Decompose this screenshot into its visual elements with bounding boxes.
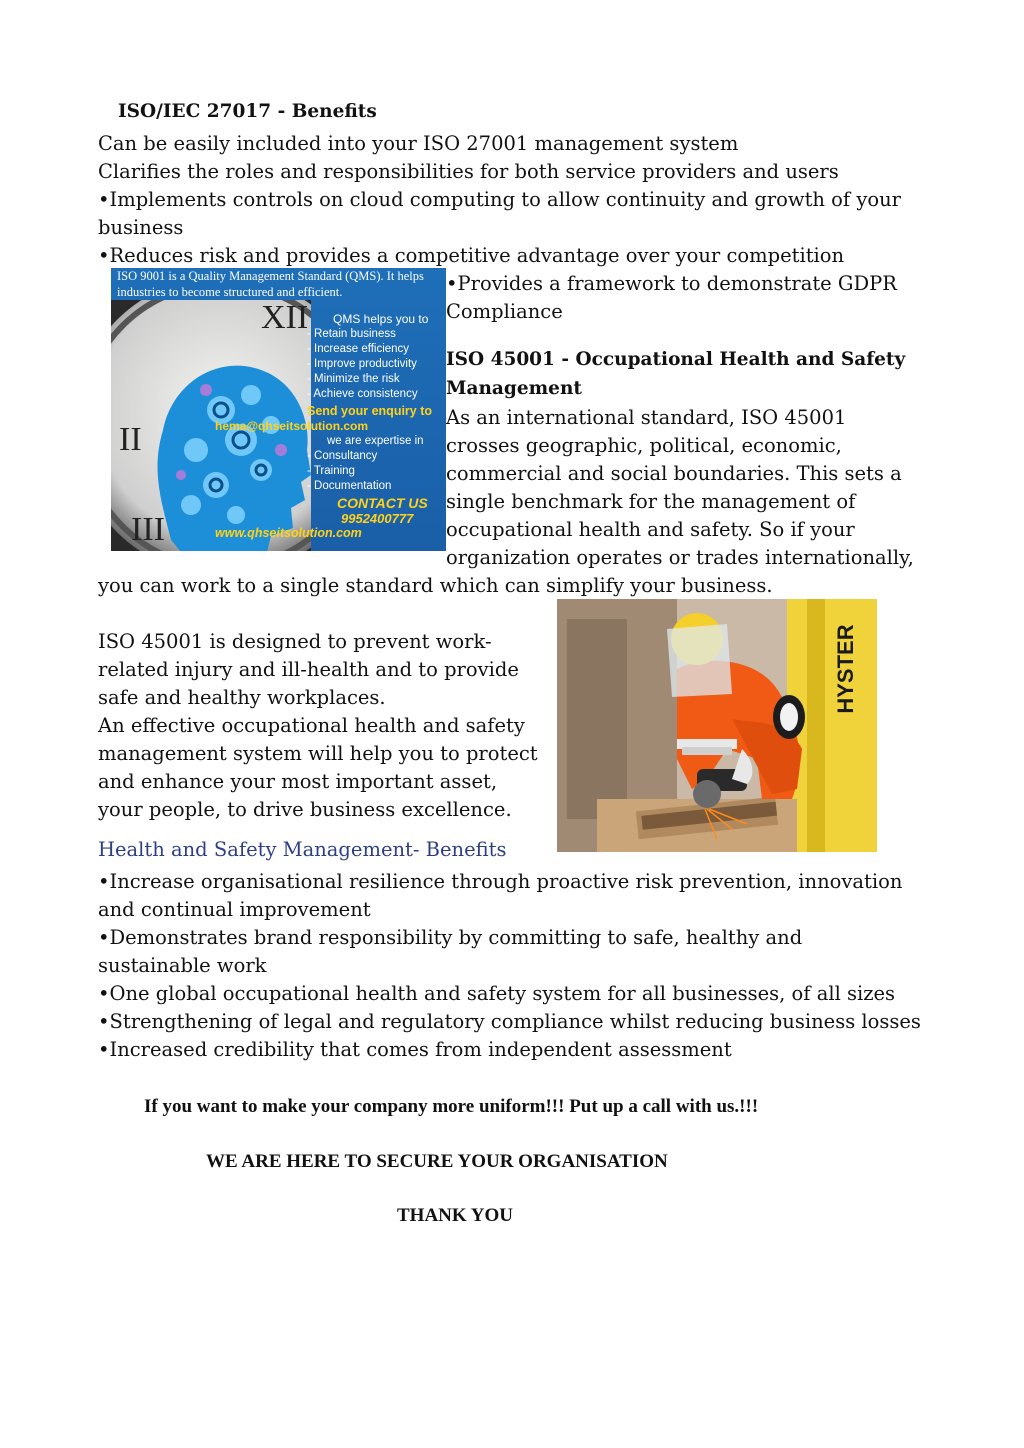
iso45001-intro-line: As an international standard, ISO 45001 xyxy=(446,406,847,429)
poster-expertise-item: - Documentation xyxy=(307,480,392,492)
gdpr-line-2: Compliance xyxy=(446,300,563,323)
poster-email: hema@qhseitsolution.com xyxy=(215,419,369,433)
poster-helps-item: - Minimize the risk xyxy=(307,373,400,385)
hs-benefit-line: sustainable work xyxy=(98,954,267,977)
iso27017-line-1: Can be easily included into your ISO 27001 management system xyxy=(98,132,739,155)
hs-benefit-line: •Increased credibility that comes from independent assessment xyxy=(98,1038,732,1061)
hs-benefit-line: •Strengthening of legal and regulatory compliance whilst reducing business losses xyxy=(98,1010,921,1033)
iso27017-line-2: Clarifies the roles and responsibilities for both service providers and users xyxy=(98,160,839,183)
secure-statement: WE ARE HERE TO SECURE YOUR ORGANISATION xyxy=(206,1151,668,1172)
hs-benefit-line: •Demonstrates brand responsibility by committing to safe, healthy and xyxy=(98,926,803,949)
thank-you: THANK YOU xyxy=(397,1205,513,1226)
poster-intro-line-1: ISO 9001 is a Quality Management Standard (QMS). It helps xyxy=(117,269,424,283)
iso45001-intro-line: single benchmark for the management of xyxy=(446,490,856,513)
poster-phone: 9952400777 xyxy=(341,511,414,526)
iso27017-heading: ISO/IEC 27017 - Benefits xyxy=(118,101,377,122)
svg-text:III: III xyxy=(131,511,165,548)
iso45001-detail-line: your people, to drive business excellence. xyxy=(98,798,512,821)
poster-helps-item: - Improve productivity xyxy=(307,358,417,370)
iso45001-intro-line: occupational health and safety. So if your xyxy=(446,518,855,541)
iso27017-line-5: •Reduces risk and provides a competitive advantage over your competition xyxy=(98,244,845,267)
hs-benefit-line: •Increase organisational resilience through proactive risk prevention, innovation xyxy=(98,870,903,893)
call-to-action: If you want to make your company more uniform!!! Put up a call with us.!!! xyxy=(144,1096,759,1117)
svg-text:II: II xyxy=(119,421,142,458)
hs-benefit-line: •One global occupational health and safety system for all businesses, of all sizes xyxy=(98,982,896,1005)
qms-poster-image xyxy=(111,268,446,551)
poster-expertise-item: - Training xyxy=(307,465,355,477)
iso45001-detail-line: management system will help you to protect xyxy=(98,742,538,765)
iso45001-heading-line-2: Management xyxy=(446,378,582,399)
iso45001-detail-line: and enhance your most important asset, xyxy=(98,770,498,793)
poster-contact: CONTACT US xyxy=(337,495,428,511)
iso45001-intro-line: organization operates or trades internationally, xyxy=(446,546,914,569)
iso45001-detail-line: An effective occupational health and safety xyxy=(98,714,525,737)
poster-expertise-title: we are expertise in xyxy=(327,435,424,447)
forklift-label: HYSTER xyxy=(833,624,858,714)
svg-text:XII: XII xyxy=(261,300,309,336)
worker-illustration xyxy=(557,599,877,852)
poster-helps-item: - Achieve consistency xyxy=(307,388,418,400)
poster-intro-line-2: industries to become structured and efficient. xyxy=(117,284,343,299)
iso45001-detail-line: ISO 45001 is designed to prevent work- xyxy=(98,630,492,653)
iso45001-intro-line: you can work to a single standard which can simplify your business. xyxy=(98,574,773,597)
iso45001-detail-line: safe and healthy workplaces. xyxy=(98,686,386,709)
iso45001-intro-line: crosses geographic, political, economic, xyxy=(446,434,842,457)
poster-helps-title: QMS helps you to xyxy=(333,312,429,326)
hs-benefit-line: and continual improvement xyxy=(98,898,371,921)
iso27017-line-3: •Implements controls on cloud computing to allow continuity and growth of your xyxy=(98,188,901,211)
poster-intro xyxy=(111,268,446,302)
iso27017-line-4: business xyxy=(98,216,184,239)
worker-grinding-photo xyxy=(557,599,877,852)
hs-benefits-heading: Health and Safety Management- Benefits xyxy=(98,838,507,861)
iso45001-detail-line: related injury and ill-health and to provide xyxy=(98,658,519,681)
poster-helps-item: - Increase efficiency xyxy=(307,343,410,355)
gdpr-line-1: •Provides a framework to demonstrate GDPR xyxy=(446,272,897,295)
poster-website: www.qhseitsolution.com xyxy=(215,526,362,540)
poster-helps-item: - Retain business xyxy=(307,328,396,340)
iso45001-intro-line: commercial and social boundaries. This sets a xyxy=(446,462,902,485)
poster-enquiry: Send your enquiry to xyxy=(307,404,433,418)
poster-expertise-item: - Consultancy xyxy=(307,450,378,462)
iso45001-heading-line-1: ISO 45001 - Occupational Health and Safety xyxy=(446,349,906,370)
